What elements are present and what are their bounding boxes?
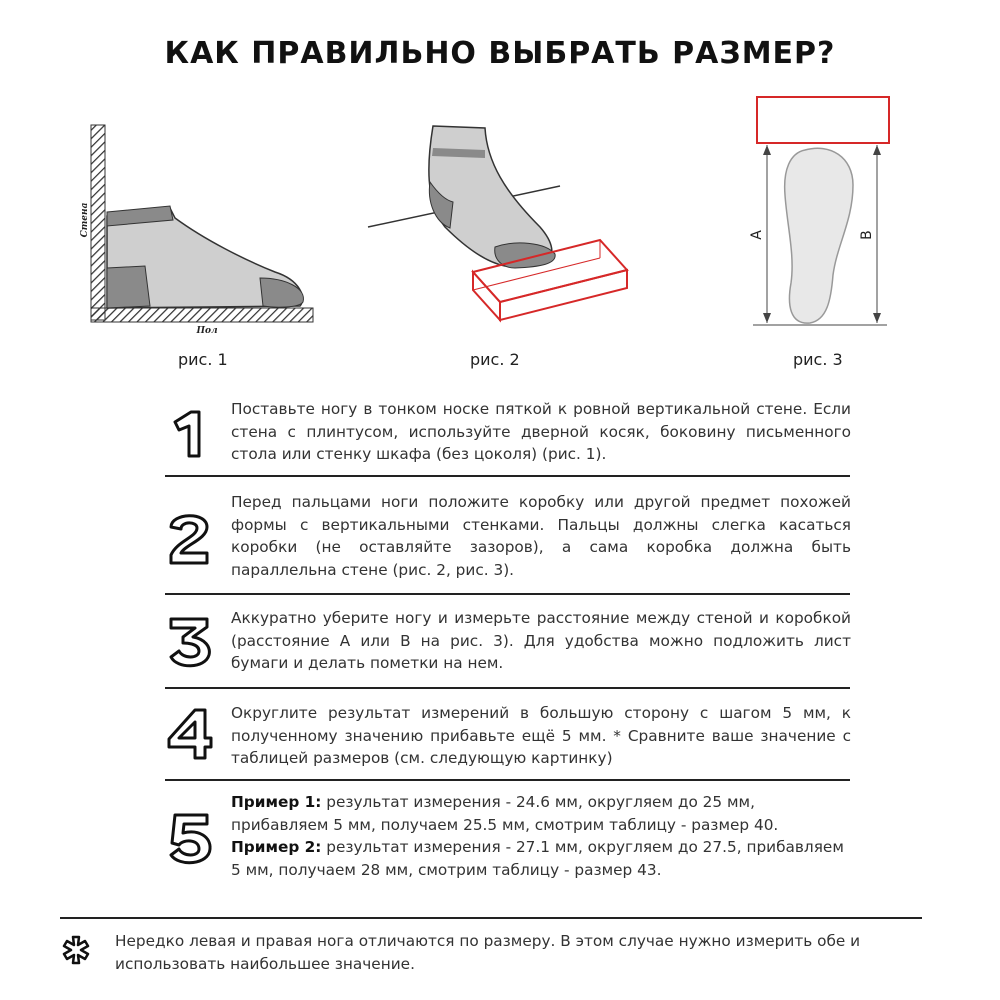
footnote-text: Нередко левая и правая нога отличаются по размеру. В этом случае нужно измерить обе и использовать наибольшее значение. [115, 932, 861, 973]
sock-heel [107, 266, 150, 308]
step-4-text: Округлите результат измерений в большую сторону с шагом 5 мм, к полученному значению прибавьте ещё 5 мм. * Сравните ваше значение с таблицей размеров (см. следующую картинку) [231, 704, 851, 768]
step-number-1 [165, 404, 215, 464]
footnote-divider [60, 917, 922, 919]
divider [165, 779, 850, 781]
floor [91, 308, 313, 322]
label-a: A [749, 230, 765, 240]
example-1-label: Пример 1: [231, 793, 322, 811]
figure-2-foot-with-box [365, 122, 640, 327]
step-number-4 [165, 704, 215, 764]
figure-3-caption: рис. 3 [793, 350, 843, 369]
wall-label: Стена [80, 202, 90, 238]
sock-toe [260, 278, 303, 307]
step-number-3 [165, 611, 215, 671]
step-3-text: Аккуратно уберите ногу и измерьте расстояние между стеной и коробкой (расстояние А или В на рис. 3). Для удобства можно подложить лист бумаги и делать пометки на нем. [231, 609, 851, 673]
divider [165, 593, 850, 595]
example-1-text: результат измерения - 24.6 мм, округляем до 25 мм, прибавляем 5 мм, получаем 25.5 мм, смотрим таблицу - размер 40. [231, 793, 779, 834]
example-2-label: Пример 2: [231, 838, 322, 857]
step-5-text [231, 791, 851, 881]
red-box-top [757, 97, 889, 143]
divider [165, 687, 850, 689]
figure-2-caption: рис. 2 [470, 350, 520, 369]
divider [165, 475, 850, 477]
page-title: КАК ПРАВИЛЬНО ВЫБРАТЬ РАЗМЕР? [164, 36, 836, 71]
figure-1-caption: рис. 1 [178, 350, 228, 369]
step-number-5 [165, 809, 215, 869]
label-b: B [859, 230, 875, 240]
wall [91, 125, 105, 320]
example-2-text: результат измерения - 27.1 мм, округляем до 27.5, прибавляем 5 мм, получаем 28 мм, смотрим таблицу - размер 43. [231, 838, 844, 879]
asterisk-icon [60, 934, 92, 966]
figure-1-foot-against-wall [75, 120, 325, 335]
step-number-2 [165, 507, 215, 567]
figure-3-foot-measurement [745, 95, 895, 330]
floor-label: Пол [196, 326, 218, 335]
step-2-text: Перед пальцами ноги положите коробку или другой предмет похожей формы с вертикальными стенками. Пальцы должны слегка касаться коробки (не оставляйте зазоров), а сама коробка должна быть параллельна стене (рис. 2, рис. 3). [231, 493, 851, 579]
foot-print [785, 148, 853, 323]
step-1-text: Поставьте ногу в тонком носке пяткой к ровной вертикальной стене. Если стена с плинтусом, используйте дверной косяк, боковину письменного стола или стенку шкафа (без цоколя) (рис. 1). [231, 400, 851, 464]
